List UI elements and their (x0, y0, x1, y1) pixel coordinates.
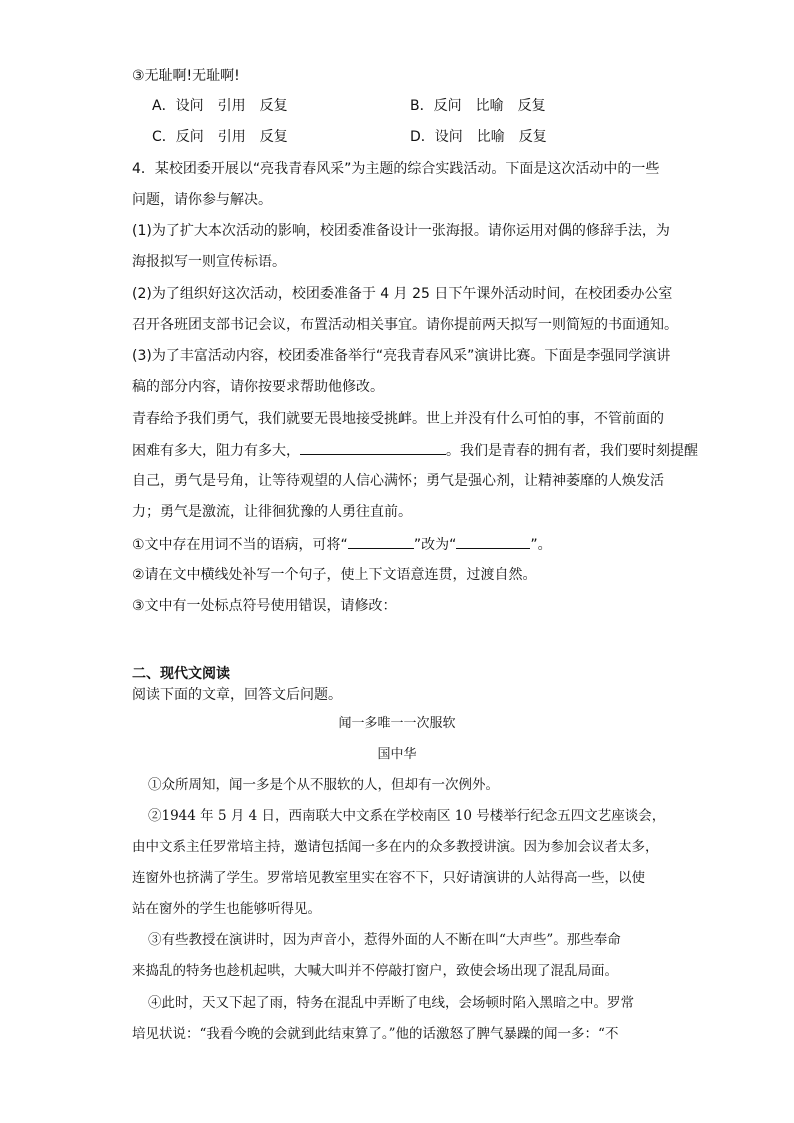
option-b: B．反问 比喻 反复 (410, 98, 546, 114)
article-paragraph-2-line-1: ②1944 年 5 月 4 日，西南联大中文系在学校南区 10 号楼举行纪念五四文艺座谈会， (148, 808, 666, 824)
answer-blank-1 (348, 534, 414, 549)
option-c: C．反问 引用 反复 (152, 129, 288, 145)
article-paragraph-2-line-2: 由中文系主任罗常培主持，邀请包括闻一多在内的众多教授讲演。因为参加会议者太多， (132, 839, 659, 855)
sub-question-2: ②请在文中横线处补写一个句子，使上下文语意连贯，过渡自然。 (132, 567, 537, 583)
sub-question-3: ③文中有一处标点符号使用错误，请修改： (132, 598, 397, 614)
question-4-line-1: 4．某校团委开展以“亮我青春风采”为主题的综合实践活动。下面是这次活动中的一些 (132, 161, 660, 177)
question-4-1-line-1: (1)为了扩大本次活动的影响，校团委准备设计一张海报。请你运用对偶的修辞手法，为 (132, 223, 670, 239)
question-4-3-line-2: 稿的部分内容，请你按要求帮助他修改。 (132, 379, 384, 395)
article-paragraph-2-line-4: 站在窗外的学生也能够听得见。 (132, 901, 321, 917)
question-4-3-line-1: (3)为了丰富活动内容，校团委准备举行“亮我青春风采”演讲比赛。下面是李强同学演讲 (132, 348, 671, 364)
section-heading: 二、现代文阅读 (132, 666, 230, 682)
article-author: 国中华 (377, 747, 417, 762)
fill-in-blank-line (300, 440, 446, 455)
article-paragraph-3-line-1: ③有些教授在演讲时，因为声音小，惹得外面的人不断在叫“大声些”。那些奉命 (148, 932, 621, 948)
speech-line-1: 青春给予我们勇气，我们就要无畏地接受挑衅。世上并没有什么可怕的事，不管前面的 (132, 411, 664, 427)
speech-line-2 (132, 440, 698, 461)
sub-question-1-middle: ”改为“ (413, 537, 457, 553)
reading-instruction: 阅读下面的文章，回答文后问题。 (132, 687, 342, 703)
question-4-1-line-2: 海报拟写一则宣传标语。 (132, 254, 286, 270)
article-paragraph-4-line-2: 培见状说：“我看今晚的会就到此结束算了。”他的话激怒了脾气暴躁的闻一多：“不 (132, 1026, 619, 1042)
sub-question-1-end: ”。 (530, 537, 552, 553)
question-4-line-2: 问题，请你参与解决。 (132, 192, 272, 208)
article-title: 闻一多唯一一次服软 (338, 716, 456, 731)
option-d: D．设问 比喻 反复 (410, 129, 547, 145)
article-paragraph-3-line-2: 来捣乱的特务也趁机起哄，大喊大叫并不停敲打窗户，致使会场出现了混乱局面。 (132, 963, 618, 979)
speech-line-2-start: 困难有多大，阻力有多大， (132, 443, 300, 459)
question-4-2-line-1: (2)为了组织好这次活动，校团委准备于 4 月 25 日下午课外活动时间，在校团委办公室 (132, 286, 673, 302)
answer-blank-2 (456, 534, 530, 549)
speech-line-4: 力；勇气是激流，让徘徊犹豫的人勇往直前。 (132, 504, 412, 520)
question-4-2-line-2: 召开各班团支部书记会议，布置活动相关事宜。请你提前两天拟写一则简短的书面通知。 (132, 317, 678, 333)
article-paragraph-4-line-1: ④此时，天又下起了雨，特务在混乱中弄断了电线，会场顿时陷入黑暗之中。罗常 (148, 995, 634, 1011)
article-paragraph-2-line-3: 连窗外也挤满了学生。罗常培见教室里实在容不下，只好请演讲的人站得高一些，以使 (132, 870, 645, 886)
sub-question-1-start: ①文中存在用词不当的语病，可将“ (132, 537, 348, 553)
speech-line-3: 自己，勇气是号角，让等待观望的人信心满怀；勇气是强心剂，让精神萎靡的人焕发活 (132, 473, 664, 489)
option-a: A．设问 引用 反复 (152, 98, 288, 114)
article-paragraph-1: ①众所周知，闻一多是个从不服软的人，但却有一次例外。 (148, 777, 499, 793)
sub-question-1 (132, 534, 552, 555)
speech-line-2-end: 。我们是青春的拥有者，我们要时刻提醒 (446, 443, 698, 459)
item-3-text: ③无耻啊!无耻啊! (132, 68, 240, 84)
